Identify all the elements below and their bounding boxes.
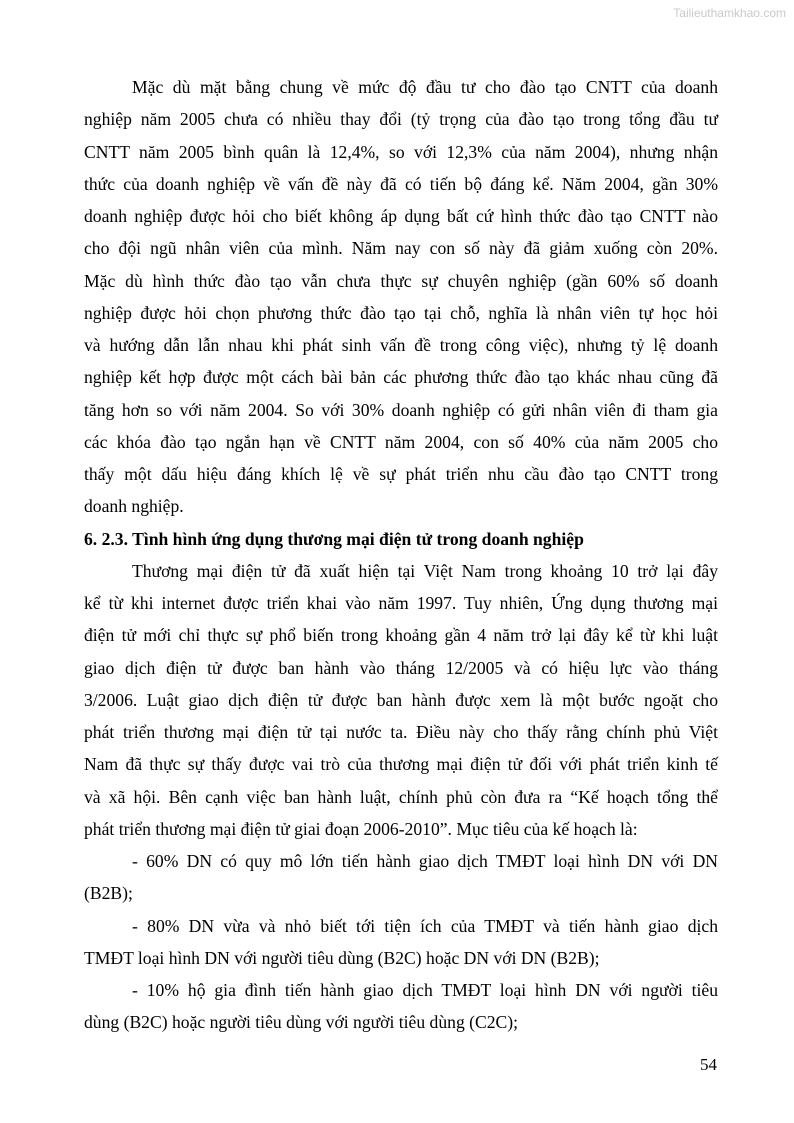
- watermark: Tailieuthamkhao.com: [673, 6, 786, 20]
- page-number: 54: [700, 1055, 717, 1074]
- paragraph-line: phát triển thương mại điện tử giai đoạn 2006-2010”. Mục tiêu của kế hoạch là:: [84, 818, 638, 839]
- document-body: [84, 71, 718, 1039]
- paragraph-line: - 80% DN vừa và nhỏ biết tới tiện ích của TMĐT và tiến hành giao dịch: [132, 915, 718, 936]
- paragraph-line: thấy một dấu hiệu đáng khích lệ về sự phát triển nhu cầu đào tạo CNTT trong: [84, 464, 718, 484]
- paragraph-line: tăng hơn so với năm 2004. So với 30% doanh nghiệp có gửi nhân viên đi tham gia: [84, 399, 718, 420]
- paragraph-line: - 60% DN có quy mô lớn tiến hành giao dịch TMĐT loại hình DN với DN: [132, 851, 718, 871]
- paragraph-line: nghiệp năm 2005 chưa có nhiều thay đổi (tỷ trọng của đào tạo trong tổng đầu tư: [84, 109, 718, 130]
- paragraph-line: (B2B);: [84, 883, 133, 904]
- paragraph-line: Thương mại điện tử đã xuất hiện tại Việt Nam trong khoảng 10 trở lại đây: [132, 560, 718, 581]
- paragraph-line: doanh nghiệp được hỏi cho biết không áp dụng bất cứ hình thức đào tạo CNTT nào: [84, 206, 718, 226]
- paragraph-line: và hướng dẫn lẫn nhau khi phát sinh vấn đề trong công việc), nhưng tỷ lệ doanh: [84, 335, 718, 355]
- paragraph-line: các khóa đào tạo ngắn hạn về CNTT năm 2004, con số 40% của năm 2005 cho: [84, 431, 718, 452]
- paragraph-line: - 10% hộ gia đình tiến hành giao dịch TMĐT loại hình DN với người tiêu: [132, 980, 718, 1000]
- paragraph-line: và xã hội. Bên cạnh việc ban hành luật, chính phủ còn đưa ra “Kế hoạch tổng thể: [84, 786, 718, 807]
- paragraph-line: giao dịch điện tử được ban hành vào tháng 12/2005 và có hiệu lực vào tháng: [84, 657, 718, 678]
- paragraph-line: Nam đã thực sự thấy được vai trò của thương mại điện tử đối với phát triển kinh tế: [84, 754, 718, 775]
- paragraph-line: dùng (B2C) hoặc người tiêu dùng với người tiêu dùng (C2C);: [84, 1012, 519, 1033]
- paragraph-line: Mặc dù hình thức đào tạo vẫn chưa thực sự chuyên nghiệp (gần 60% số doanh: [84, 270, 718, 291]
- paragraph-line: 3/2006. Luật giao dịch điện tử được ban hành được xem là một bước ngoặt cho: [84, 689, 718, 710]
- section-heading: 6. 2.3. Tình hình ứng dụng thương mại điện tử trong doanh nghiệp: [84, 528, 584, 549]
- paragraph-line: CNTT năm 2005 bình quân là 12,4%, so với 12,3% của năm 2004), nhưng nhận: [84, 141, 718, 162]
- paragraph-line: thức của doanh nghiệp về vấn đề này đã có tiến bộ đáng kể. Năm 2004, gần 30%: [84, 173, 718, 194]
- paragraph-line: nghiệp được hỏi chọn phương thức đào tạo tại chỗ, nghĩa là nhân viên tự học hỏi: [84, 302, 718, 323]
- paragraph-line: điện tử mới chỉ thực sự phổ biến trong khoảng gần 4 năm trở lại đây kể từ khi luật: [84, 625, 718, 646]
- paragraph-line: phát triển thương mại điện tử tại nước ta. Điều này cho thấy rằng chính phủ Việt: [84, 722, 718, 742]
- paragraph-line: nghiệp kết hợp được một cách bài bản các phương thức đào tạo khác nhau cũng đã: [84, 367, 718, 388]
- paragraph-line: doanh nghiệp.: [84, 496, 184, 517]
- paragraph-line: Mặc dù mặt bằng chung về mức độ đầu tư cho đào tạo CNTT của doanh: [132, 77, 718, 97]
- paragraph-line: kể từ khi internet được triển khai vào năm 1997. Tuy nhiên, Ứng dụng thương mại: [84, 593, 718, 613]
- paragraph-line: cho đội ngũ nhân viên của mình. Năm nay con số này đã giảm xuống còn 20%.: [84, 238, 718, 259]
- paragraph-line: TMĐT loại hình DN với người tiêu dùng (B2C) hoặc DN với DN (B2B);: [84, 947, 600, 968]
